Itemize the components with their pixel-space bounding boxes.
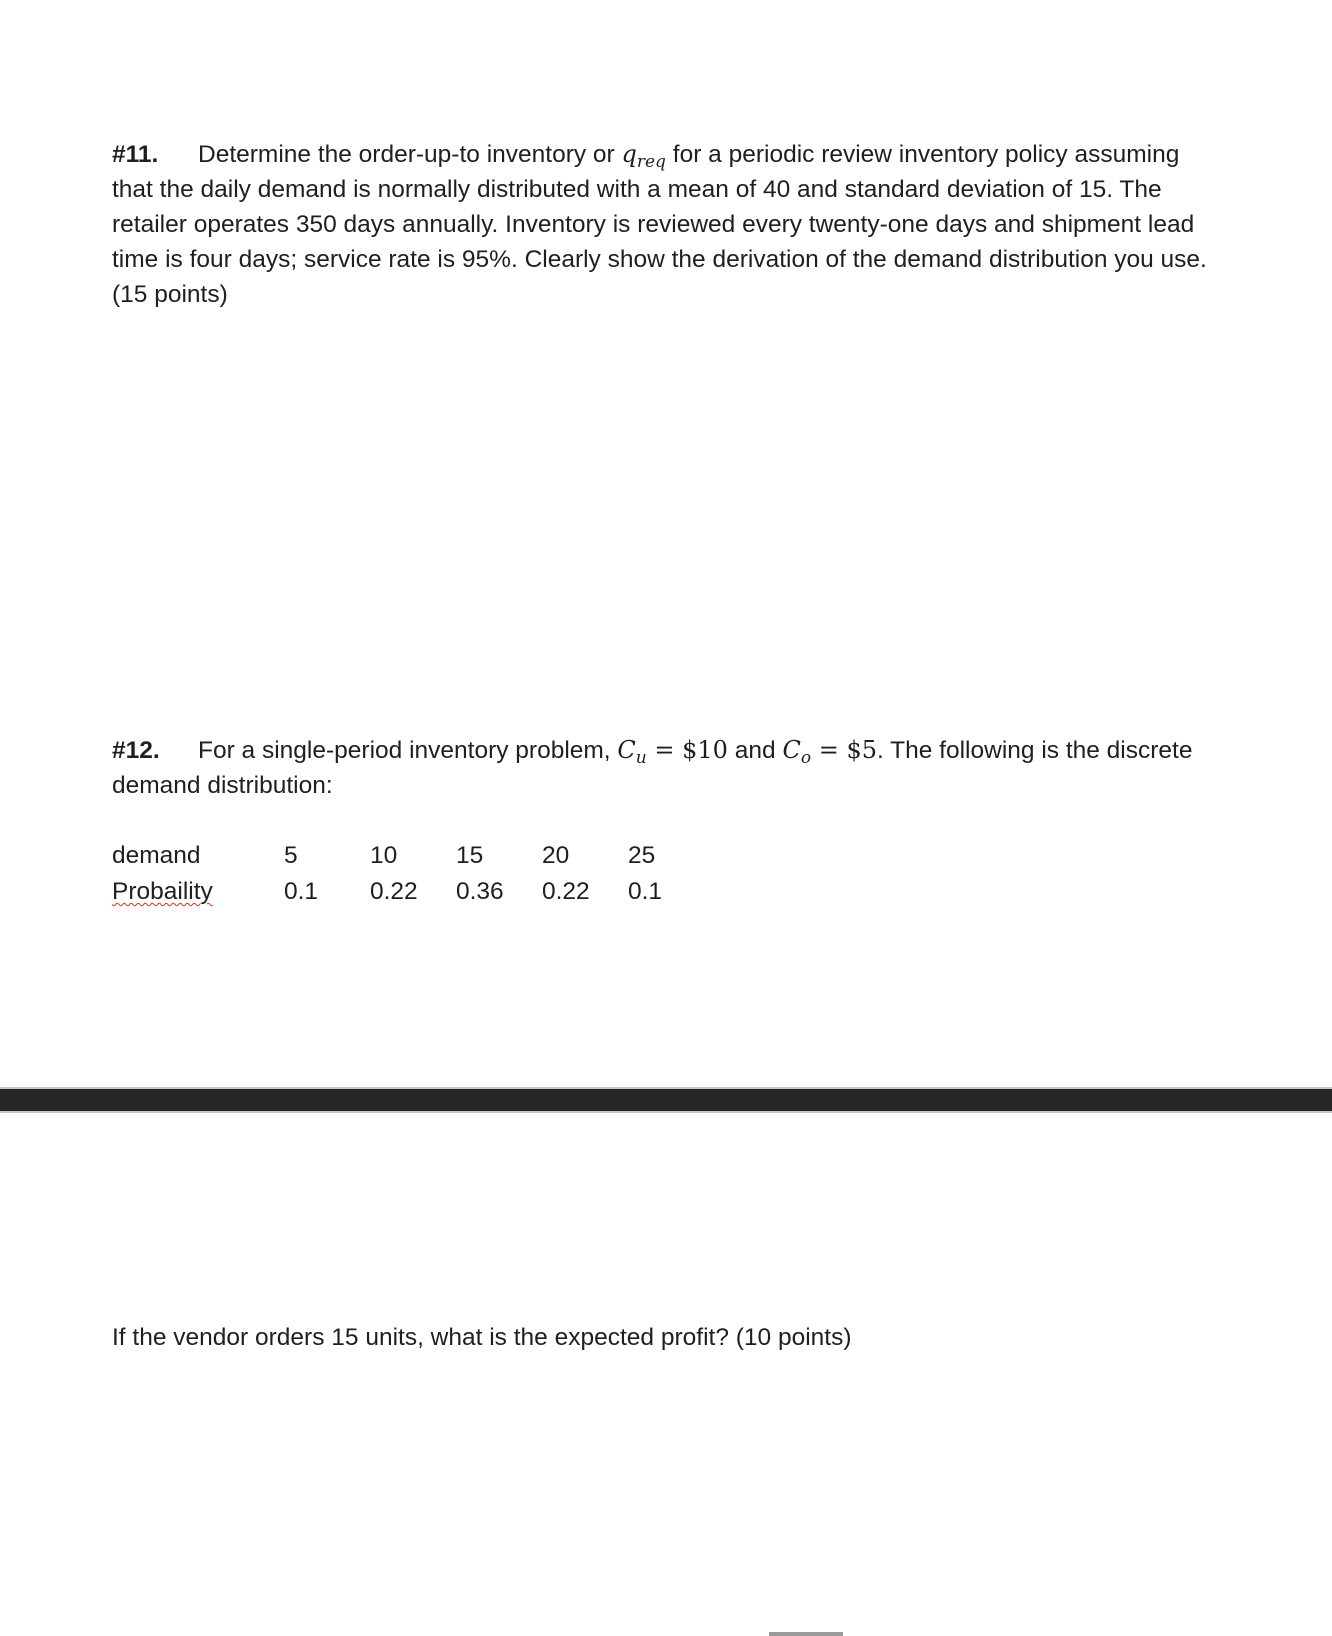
equals-sign: = bbox=[811, 736, 847, 764]
question-text-continued: . The following is the discrete demand distribution: bbox=[112, 737, 1193, 799]
underage-cost-symbol: $C_u$ bbox=[617, 736, 647, 768]
question-12 bbox=[112, 733, 1222, 803]
question-number: #12. bbox=[112, 737, 160, 764]
question-followup: If the vendor orders 15 units, what is the expected profit? (10 points) bbox=[112, 1324, 852, 1351]
demand-value: 10 bbox=[370, 842, 398, 869]
order-up-to-variable: $q_{req}$ bbox=[621, 140, 666, 172]
page-divider-bar bbox=[0, 1087, 1332, 1113]
question-11 bbox=[112, 137, 1222, 312]
overage-cost-value: $5 bbox=[846, 736, 877, 764]
probability-value: 0.1 bbox=[628, 878, 663, 905]
demand-label: demand bbox=[112, 842, 201, 869]
probability-value: 0.1 bbox=[284, 878, 319, 905]
demand-row bbox=[112, 838, 714, 874]
underage-cost-value: $10 bbox=[682, 736, 728, 764]
probability-label: Probaility bbox=[112, 878, 213, 905]
and-text: and bbox=[727, 737, 783, 764]
demand-value: 5 bbox=[284, 842, 298, 869]
probability-row bbox=[112, 874, 714, 910]
equals-sign: = bbox=[646, 736, 683, 764]
demand-distribution-table bbox=[112, 838, 714, 910]
overage-cost-symbol: $C_o$ bbox=[782, 736, 812, 768]
demand-value: 15 bbox=[456, 842, 484, 869]
question-text: For a single-period inventory problem, bbox=[198, 737, 618, 764]
demand-value: 20 bbox=[542, 842, 570, 869]
demand-value: 25 bbox=[628, 842, 656, 869]
bottom-edge-marker bbox=[769, 1632, 843, 1636]
question-text: Determine the order-up-to inventory or bbox=[198, 141, 622, 168]
question-number: #11. bbox=[112, 141, 159, 168]
probability-value: 0.36 bbox=[456, 878, 504, 905]
probability-value: 0.22 bbox=[370, 878, 418, 905]
probability-value: 0.22 bbox=[542, 878, 590, 905]
question-text-continued: for a periodic review inventory policy assuming that the daily demand is normally distributed with a mean of 40 and standard deviation of 15. The retailer operates 350 days annually. Inventory is reviewed every twenty-one days and shipment lead time is four days; service rate is 95%. Clearly show the derivation of the demand distribution you use. (15 points) bbox=[112, 141, 1207, 308]
